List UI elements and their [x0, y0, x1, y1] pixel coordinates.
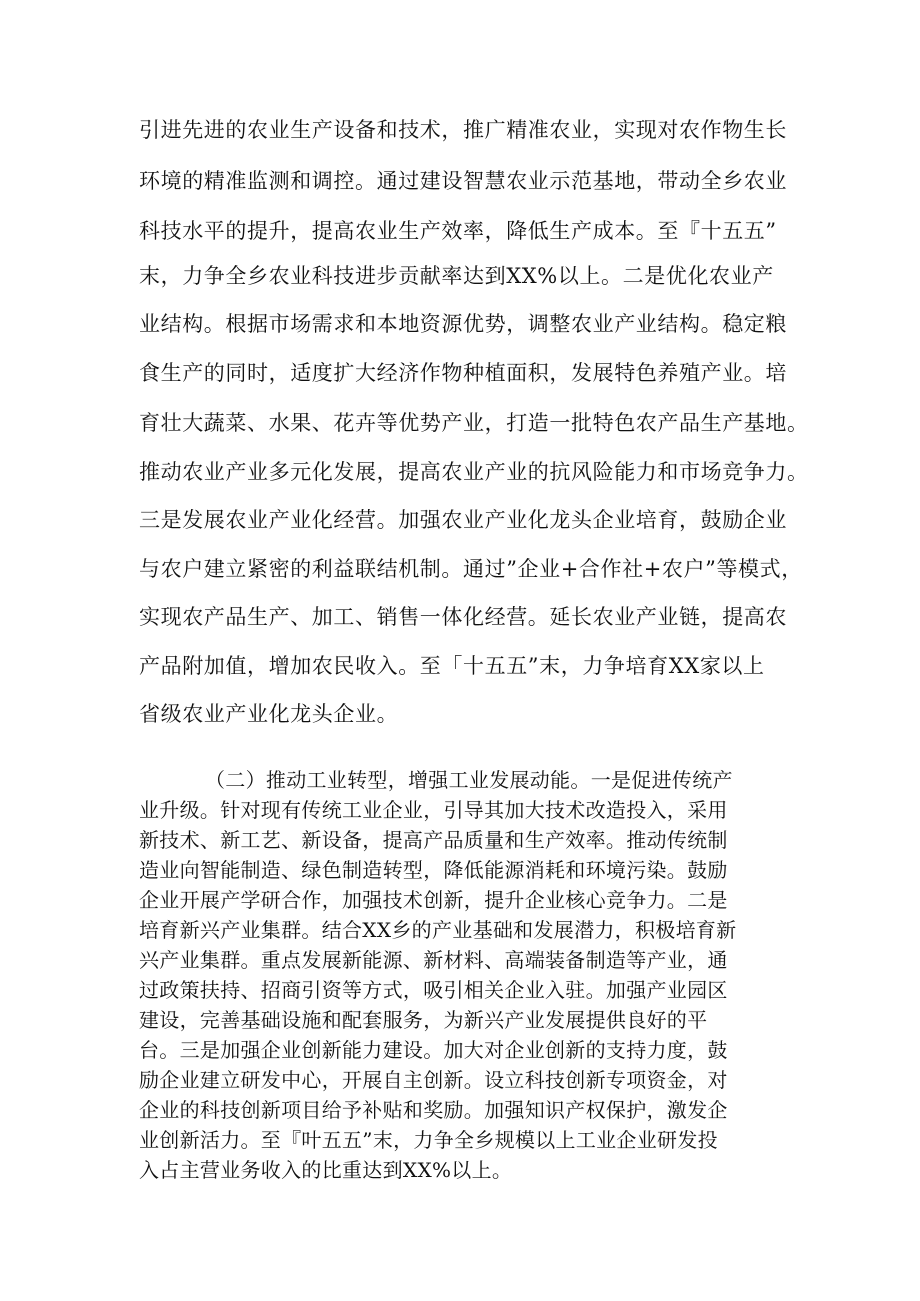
text-line: 台。三是加强企业创新能力建设。加大对企业创新的支持力度，鼓 [139, 1038, 728, 1062]
text-line: （二）推动工业转型，增强工业发展动能。一是促进传统产 [205, 768, 733, 792]
text-line: 过政策扶持、招商引资等方式，吸引相关企业入驻。加强产业园区 [139, 978, 728, 1002]
text-line: 业结构。根据市场需求和本地资源优势，调整农业产业结构。稳定粮 [139, 312, 787, 336]
text-line: 环境的精准监测和调控。通过建设智慧农业示范基地，带动全乡农业 [139, 169, 787, 193]
text-line: 入占主营业务收入的比重达到XX%以上。 [139, 1158, 513, 1182]
text-line: 兴产业集群。重点发展新能源、新材料、高端装备制造等产业，通 [139, 948, 728, 972]
text-line: 业升级。针对现有传统工业企业，引导其加大技术改造投入，采用 [139, 798, 728, 822]
text-line: 建设，完善基础设施和配套服务，为新兴产业发展提供良好的平 [139, 1008, 708, 1032]
text-line: 食生产的同时，适度扩大经济作物种植面积，发展特色养殖产业。培 [139, 361, 787, 385]
text-line: 新技术、新工艺、新设备，提高产品质量和生产效率。推动传统制 [139, 828, 728, 852]
text-line: 实现农产品生产、加工、销售一体化经营。延长农业产业链，提高农 [139, 605, 787, 629]
text-line: 引进先进的农业生产设备和技术，推广精准农业，实现对农作物生长 [139, 118, 787, 142]
text-line: 励企业建立研发中心，开展自主创新。设立科技创新专项资金，对 [139, 1068, 728, 1092]
text-line: 与农户建立紧密的利益联结机制。通过”企业+合作社+农户”等模式， [139, 557, 803, 581]
text-line: 三是发展农业产业化经营。加强农业产业化龙头企业培育，鼓励企业 [139, 508, 787, 532]
text-line: 育壮大蔬菜、水果、花卉等优势产业，打造一批特色农产品生产基地。 [139, 411, 809, 435]
text-line: 省级农业产业化龙头企业。 [139, 702, 399, 726]
text-line: 企业开展产学研合作，加强技术创新，提升企业核心竞争力。二是 [139, 888, 728, 912]
text-line: 科技水平的提升，提高农业生产效率，降低生产成本。至『十五五” [139, 219, 777, 243]
text-line: 推动农业产业多元化发展，提高农业产业的抗风险能力和市场竞争力。 [139, 460, 809, 484]
text-line: 末，力争全乡农业科技进步贡献率达到XX%以上。二是优化农业产 [139, 264, 774, 288]
text-line: 产品附加值，增加农民收入。至「十五五”末，力争培育XX家以上 [139, 654, 765, 678]
text-line: 造业向智能制造、绿色制造转型，降低能源消耗和环境污染。鼓励 [139, 858, 728, 882]
text-line: 业创新活力。至『叶五五”末，力争全乡规模以上工业企业研发投 [139, 1128, 718, 1152]
text-line: 培育新兴产业集群。结合XX乡的产业基础和发展潜力，积极培育新 [139, 918, 737, 942]
text-line: 企业的科技创新项目给予补贴和奖励。加强知识产权保护，激发企 [139, 1098, 728, 1122]
